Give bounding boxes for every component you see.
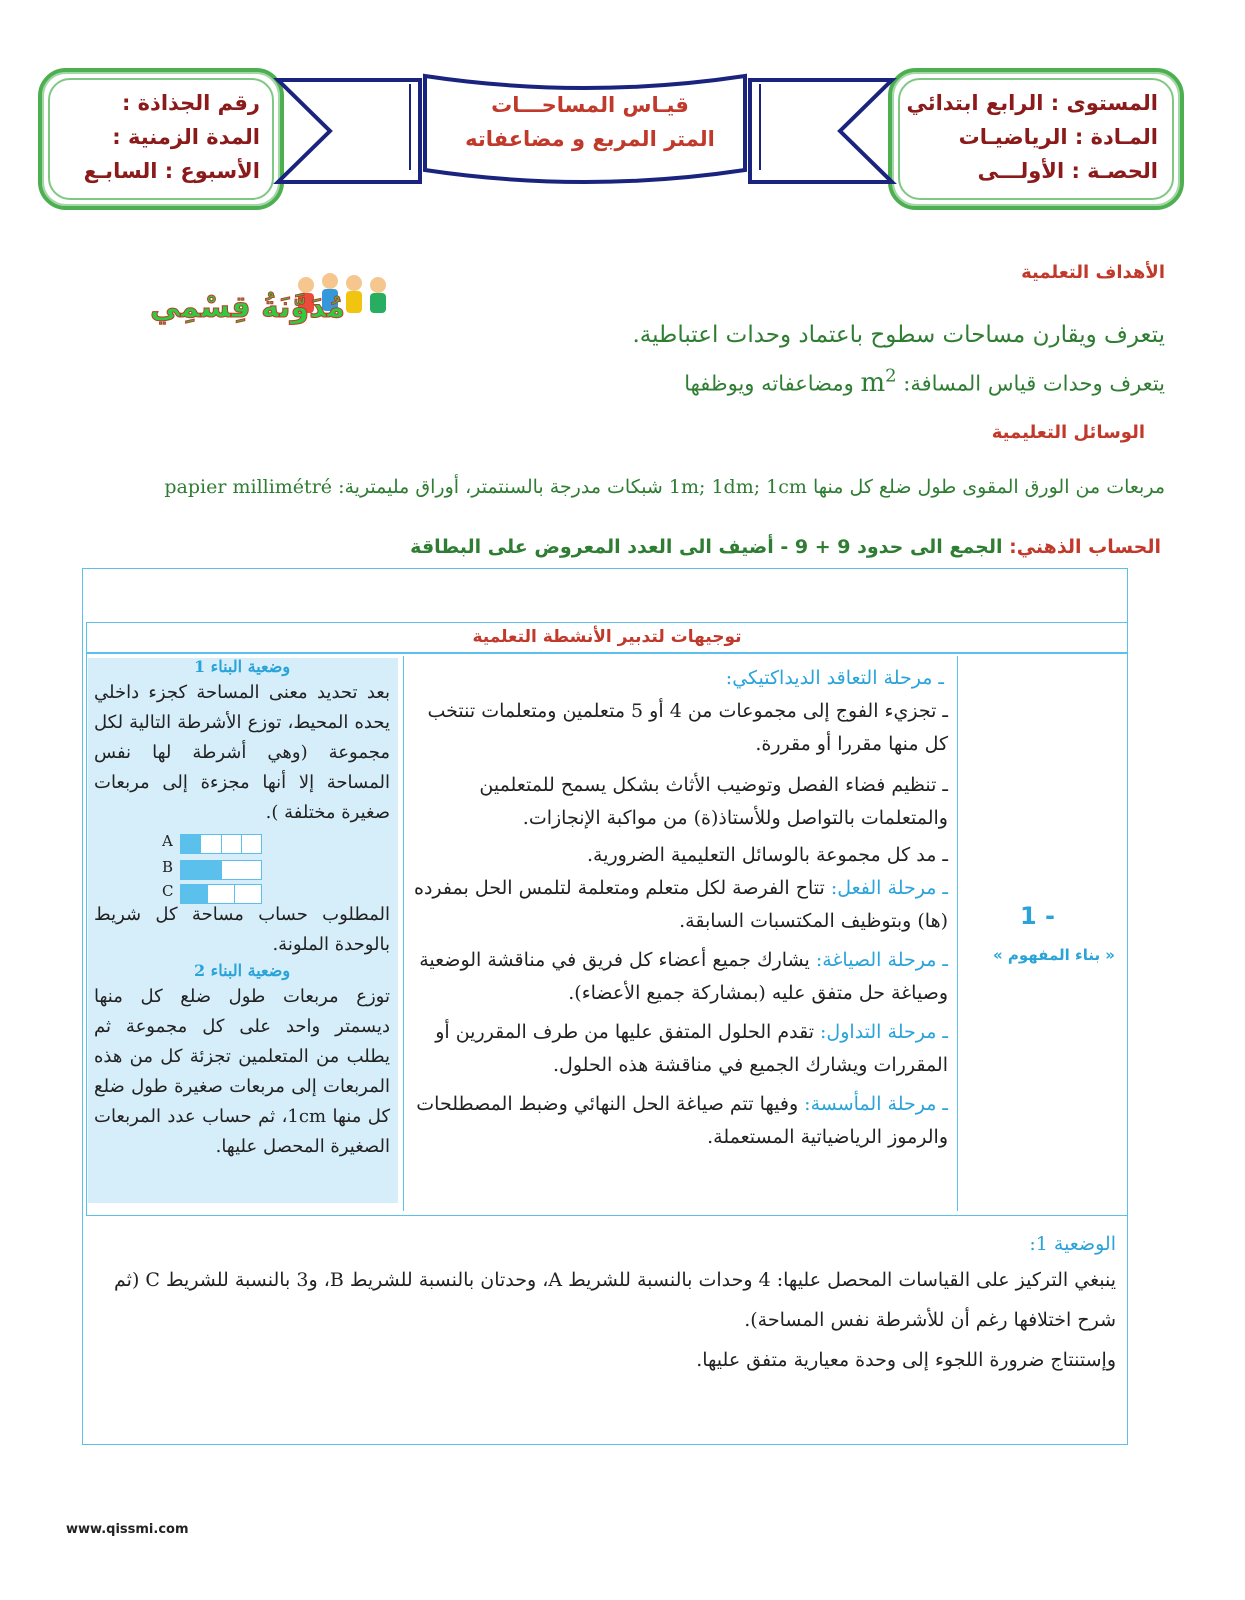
situation-2-text: توزع مربعات طول ضلع كل منها ديسمتر واحد على كل مجموعة ثم يطلب من المتعلمين تجزئة كل من هذه المربعات إلى مربعات صغيرة طول ضلع كل منها 1cm، ثم حساب عدد المربعات الصغيرة المحصل عليها. xyxy=(94,986,391,1157)
module-number-text: رقم الجذاذة : xyxy=(121,91,260,115)
strip-a-label: A xyxy=(162,832,173,850)
objective-line-2-prefix: يتعرف وحدات قياس المسافة: xyxy=(903,371,1165,396)
phase-action: ـ مرحلة الفعل: تتاح الفرصة لكل متعلم ومتعلمة لتلمس الحل بمفرده (ها) وبتوظيف المكتسبات السابقة. xyxy=(414,877,948,932)
area-unit: $m^2$ xyxy=(860,365,897,398)
situations-column xyxy=(94,656,390,828)
stage-name: « بناء المفهوم » xyxy=(992,946,1115,964)
objectives-heading: الأهداف التعلمية xyxy=(1021,262,1165,283)
mental-math-text: الجمع الى حدود 9 + 9 - أضيف الى العدد المعروض على البطاقة xyxy=(410,536,1003,558)
situation-note xyxy=(96,1228,1116,1380)
lesson-title: قيـاس المساحـــات xyxy=(491,93,689,117)
objective-line-2 xyxy=(684,365,1165,398)
duration-text: المدة الزمنية : xyxy=(112,125,260,149)
materials-text: مربعات من الورق المقوى طول ضلع كل منها 1m; 1dm; 1cm شبكات مدرجة بالسنتمتر، أوراق مليمترية: papier millimétré xyxy=(164,476,1165,498)
objective-line-1: يتعرف ويقارن مساحات سطوح باعتماد وحدات اعتباطية. xyxy=(632,322,1165,348)
logo-text: مُدَوَّنَةُ قِسْمِي xyxy=(150,290,346,325)
table-header-text: توجيهات لتدبير الأنشطة التعلمية xyxy=(472,627,742,647)
column-divider-right xyxy=(957,656,958,1211)
strip-b-label: B xyxy=(162,858,174,876)
phase-contract-heading: ـ مرحلة التعاقد الديداكتيكي: xyxy=(725,667,944,689)
situation-note-line-2: وإستنتاج ضرورة اللجوء إلى وحدة معيارية متفق عليها. xyxy=(696,1349,1116,1371)
situation-note-title: الوضعية 1: xyxy=(1029,1233,1116,1255)
level-text: المستوى : الرابع ابتدائي xyxy=(906,91,1158,115)
strip-b xyxy=(180,860,262,880)
materials-heading: الوسائل التعليمية xyxy=(991,422,1145,443)
phase-materials: ـ مد كل مجموعة بالوسائل التعليمية الضرورية. xyxy=(586,844,948,866)
situation-1-title: وضعية البناء 1 xyxy=(193,657,291,676)
phase-institutionalization: ـ مرحلة المأسسة: وفيها تتم صياغة الحل النهائي وضبط المصطلحات والرموز الرياضياتية المستعملة. xyxy=(416,1093,948,1148)
table-header xyxy=(86,622,1128,654)
week-text: الأسبوع : السابـع xyxy=(83,159,260,183)
phase-discussion: ـ مرحلة التداول: تقدم الحلول المتفق عليها من طرف المقررين أو المقررات ويشارك الجميع في مناقشة هذه الحلول. xyxy=(435,1021,948,1076)
mental-math xyxy=(410,536,1161,558)
column-divider-left xyxy=(403,656,404,1211)
footer-url[interactable]: www.qissmi.com xyxy=(66,1522,189,1537)
session-text: الحصـة : الأولـــى xyxy=(977,159,1158,183)
situation-2-title: وضعية البناء 2 xyxy=(193,961,291,980)
situation-1-question: المطلوب حساب مساحة كل شريط بالوحدة الملونة. xyxy=(94,904,390,955)
lesson-subtitle: المتر المربع و مضاعفاته xyxy=(465,127,715,151)
header-right-box xyxy=(888,68,1184,210)
phase-grouping: ـ تجزيء الفوج إلى مجموعات من 4 أو 5 متعلمين ومتعلمات تنتخب كل منها مقررا أو مقررة. xyxy=(427,700,948,755)
situation-note-line-1: ينبغي التركيز على القياسات المحصل عليها: 4 وحدات بالنسبة للشريط A، وحدتان بالنسبة للشريط B، و3 بالنسبة للشريط C (ثم شرح اختلافها رغم أن للأشرطة نفس المساحة). xyxy=(114,1269,1116,1331)
subject-text: المـادة : الرياضيـات xyxy=(958,125,1158,149)
strip-c-label: C xyxy=(162,882,174,900)
mental-math-label: الحساب الذهني: xyxy=(1009,536,1161,558)
objective-line-2-suffix: ومضاعفاته ويوظفها xyxy=(684,371,854,396)
phase-formulation: ـ مرحلة الصياغة: يشارك جميع أعضاء كل فريق في مناقشة الوضعية وصياغة حل متفق عليه (بمشاركة جميع الأعضاء). xyxy=(419,949,948,1004)
situations-column-2 xyxy=(94,900,390,1162)
phase-organize: ـ تنظيم فضاء الفصل وتوضيب الأثاث بشكل يسمح للمتعلمين والمتعلمات بالتواصل وللأستاذ(ة) من مواكبة الإنجازات. xyxy=(479,774,948,829)
stage-number: 1 - xyxy=(1020,902,1056,930)
situation-1-text: بعد تحديد معنى المساحة كجزء داخلي يحده المحيط، توزع الأشرطة التالية لكل مجموعة (وهي أشرطة لها نفس المساحة إلا أنها مجزءة إلى مربعات صغيرة مختلفة ). xyxy=(94,682,390,823)
header-left-box xyxy=(38,68,284,210)
strip-a xyxy=(180,834,262,854)
phases-column xyxy=(412,662,948,1154)
